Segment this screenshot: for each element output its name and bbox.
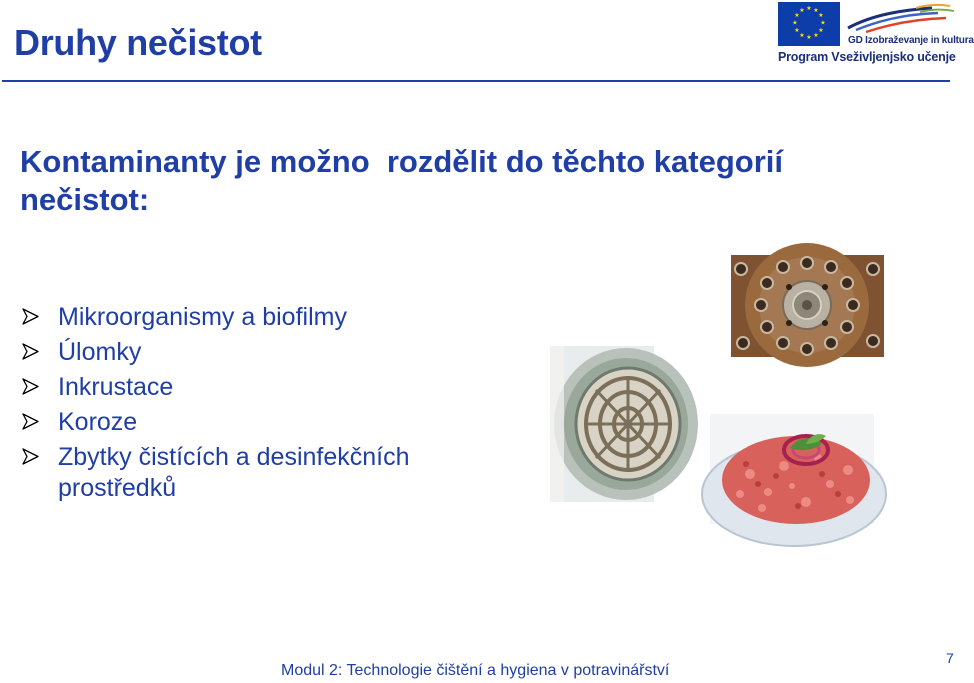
svg-text:★: ★ [799, 7, 805, 14]
svg-text:★: ★ [818, 27, 824, 34]
bullet-text: Koroze [58, 408, 138, 436]
logo-program-name: Program Vseživljenjsko učenje [778, 50, 956, 64]
eu-flag-icon [778, 2, 840, 46]
bullet-text: Úlomky [58, 338, 142, 366]
svg-text:★: ★ [813, 7, 819, 14]
footer-text: Modul 2: Technologie čištění a hygiena v potravinářství [281, 662, 670, 679]
bullet-text: Inkrustace [58, 373, 174, 401]
list-item [22, 438, 492, 504]
list-item [22, 333, 492, 368]
title-divider [2, 80, 950, 82]
svg-text:★: ★ [794, 27, 800, 34]
svg-text:★: ★ [818, 12, 824, 19]
list-item [22, 368, 492, 403]
svg-text:★: ★ [794, 12, 800, 19]
svg-text:★: ★ [799, 32, 805, 39]
limescale-strainer-photo [550, 346, 654, 502]
page-number: 7 [946, 650, 954, 666]
list-item [22, 298, 492, 333]
arrow-bullet-icon [22, 448, 39, 465]
arrow-bullet-icon [22, 343, 39, 360]
limescale-strainer-image [550, 346, 654, 502]
swoosh-emblem-icon [846, 2, 956, 34]
list-item [22, 403, 492, 438]
minced-meat-photo [710, 414, 874, 524]
svg-text:★: ★ [820, 19, 826, 27]
svg-text:★: ★ [813, 32, 819, 39]
program-logo [778, 2, 974, 68]
svg-text:★: ★ [806, 34, 812, 41]
arrow-bullet-icon [22, 378, 39, 395]
slide-title: Druhy nečistot [14, 22, 262, 63]
arrow-bullet-icon [22, 413, 39, 430]
bullet-text: Mikroorganismy a biofilmy [58, 303, 347, 331]
corroded-disc-photo [731, 255, 884, 357]
minced-meat-image [710, 414, 874, 524]
bullet-list [22, 298, 492, 504]
corroded-disc-image [731, 255, 884, 357]
svg-text:★: ★ [806, 5, 812, 12]
svg-text:★: ★ [792, 19, 798, 27]
arrow-bullet-icon [22, 308, 39, 325]
slide-subtitle: Kontaminanty je možno rozdělit do těchto kategorií nečistot: [20, 144, 792, 217]
logo-org-name: GD Izobraževanje in kultura [848, 35, 974, 46]
bullet-text: Zbytky čistících a desinfekčních prostředků [58, 443, 410, 502]
